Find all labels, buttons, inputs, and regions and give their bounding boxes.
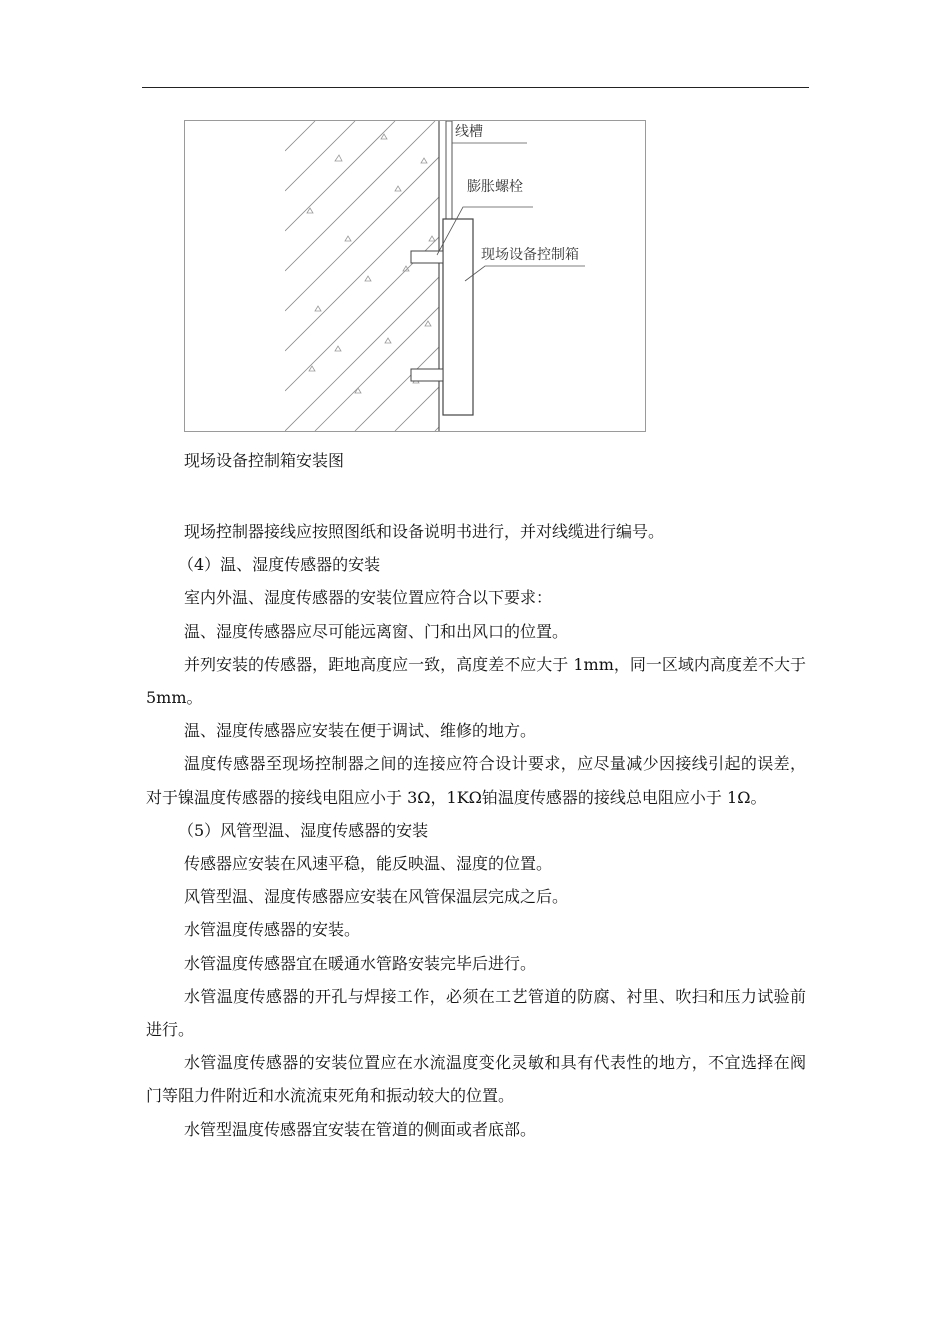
paragraph: 温、湿度传感器应尽可能远离窗、门和出风口的位置。 xyxy=(184,621,569,641)
label-trunking: 线槽 xyxy=(455,124,483,140)
leader-box xyxy=(465,266,585,281)
paragraph: 水管温度传感器的安装。 xyxy=(184,920,361,940)
installation-figure xyxy=(184,120,646,432)
label-expansion-bolt: 膨胀螺栓 xyxy=(467,179,523,195)
figure-caption: 现场设备控制箱安装图 xyxy=(184,451,345,470)
control-box-shape xyxy=(443,219,473,415)
paragraph: 温度传感器至现场控制器之间的连接应符合设计要求，应尽量减少因接线引起的误差，对于镍温度传感器的接线电阻应小于 3Ω，1KΩ铂温度传感器的接线总电阻应小于 1Ω。 xyxy=(146,754,806,807)
body-text xyxy=(146,515,806,1146)
trunking-shape xyxy=(446,121,452,219)
paragraph: 水管型温度传感器宜安装在管道的侧面或者底部。 xyxy=(184,1119,537,1139)
header-rule xyxy=(142,87,809,88)
expansion-bolt-lower xyxy=(411,369,443,381)
section-heading: （4）温、湿度传感器的安装 xyxy=(178,555,381,575)
paragraph: 并列安装的传感器，距地高度应一致，高度差不应大于 1mm，同一区域内高度差不大于 5mm。 xyxy=(146,654,806,708)
section-heading: （5）风管型温、湿度传感器的安装 xyxy=(178,820,429,840)
paragraph: 现场控制器接线应按照图纸和设备说明书进行，并对线缆进行编号。 xyxy=(184,522,665,541)
label-control-box: 现场设备控制箱 xyxy=(481,247,579,263)
installation-drawing xyxy=(185,121,645,431)
paragraph: 风管型温、湿度传感器应安装在风管保温层完成之后。 xyxy=(184,887,569,907)
paragraph: 室内外温、湿度传感器的安装位置应符合以下要求： xyxy=(184,588,553,608)
paragraph: 水管温度传感器的开孔与焊接工作，必须在工艺管道的防腐、衬里、吹扫和压力试验前进行。 xyxy=(146,986,806,1040)
paragraph: 温、湿度传感器应安装在便于调试、维修的地方。 xyxy=(184,721,537,741)
paragraph: 水管温度传感器的安装位置应在水流温度变化灵敏和具有代表性的地方，不宜选择在阀门等阻力件附近和水流流束死角和振动较大的位置。 xyxy=(146,1053,806,1106)
paragraph: 水管温度传感器宜在暖通水管路安装完毕后进行。 xyxy=(184,953,537,973)
paragraph: 传感器应安装在风速平稳，能反映温、湿度的位置。 xyxy=(184,854,553,874)
